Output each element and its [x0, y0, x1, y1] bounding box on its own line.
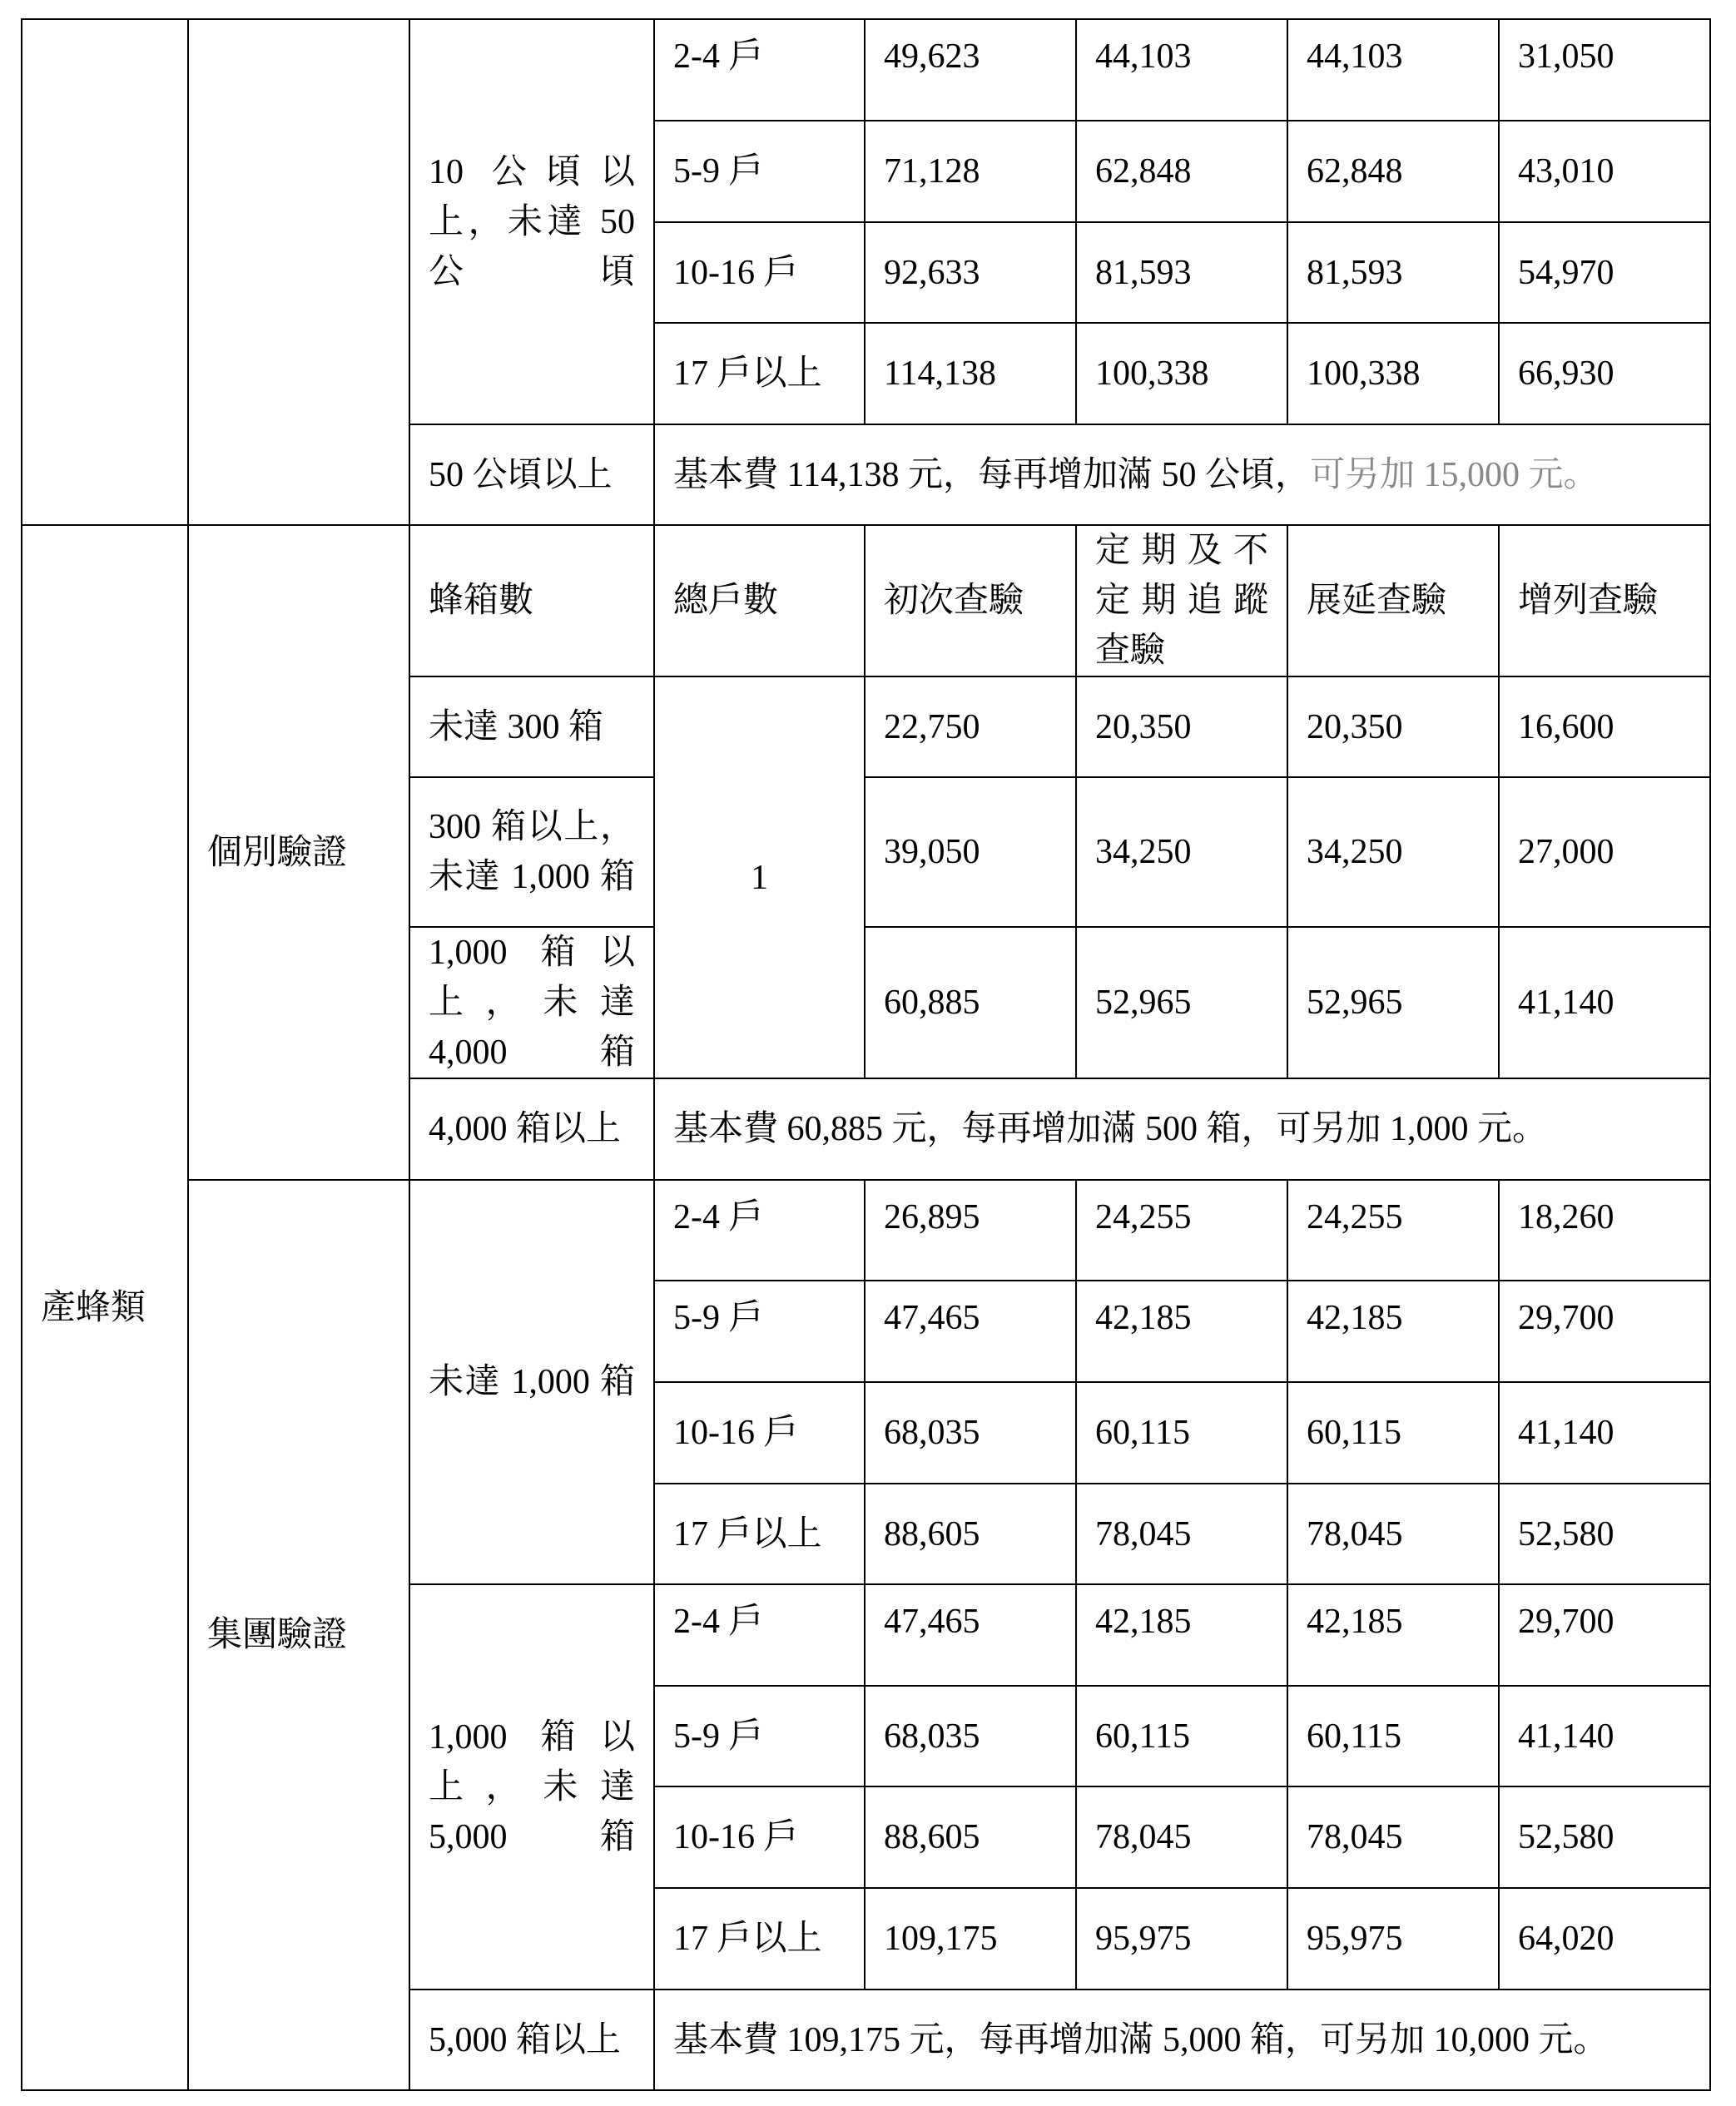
fee-table-page — [21, 18, 1711, 2091]
addition-fee-cell: 41,140 — [1499, 927, 1710, 1078]
boxes-cell: 未達 300 箱 — [409, 676, 654, 777]
header-periodic — [1076, 525, 1287, 676]
initial-fee-cell: 88,605 — [865, 1786, 1076, 1888]
initial-fee-cell: 60,885 — [865, 927, 1076, 1078]
category-label: 產蜂類 — [22, 525, 188, 2090]
over-range-label: 5,000 箱以上 — [409, 1990, 654, 2090]
addition-fee-cell: 43,010 — [1499, 121, 1710, 222]
households-cell: 5-9 戶 — [654, 1686, 865, 1786]
initial-fee-cell: 114,138 — [865, 323, 1076, 424]
periodic-fee-cell: 52,965 — [1076, 927, 1287, 1078]
extension-fee-cell: 42,185 — [1287, 1584, 1499, 1686]
periodic-fee-cell: 20,350 — [1076, 676, 1287, 777]
households-cell: 2-4 戶 — [654, 1584, 865, 1686]
over-range-fee-text — [654, 424, 1710, 525]
addition-fee-cell: 52,580 — [1499, 1786, 1710, 1888]
addition-fee-cell: 29,700 — [1499, 1281, 1710, 1382]
group-method-label: 集團驗證 — [188, 1180, 409, 2090]
extension-fee-cell: 60,115 — [1287, 1686, 1499, 1786]
header-extension: 展延查驗 — [1287, 525, 1499, 676]
initial-fee-cell: 92,633 — [865, 222, 1076, 323]
header-periodic-line3: 查驗 — [1095, 632, 1166, 670]
individual-households-cell: 1 — [654, 676, 865, 1078]
initial-fee-cell: 26,895 — [865, 1180, 1076, 1281]
addition-fee-cell: 41,140 — [1499, 1686, 1710, 1786]
extension-fee-cell: 34,250 — [1287, 777, 1499, 927]
addition-fee-cell: 64,020 — [1499, 1888, 1710, 1990]
addition-fee-cell: 27,000 — [1499, 777, 1710, 927]
initial-fee-cell: 47,465 — [865, 1281, 1076, 1382]
periodic-fee-cell: 78,045 — [1076, 1484, 1287, 1584]
box-range-label: 未達 1,000 箱 — [409, 1180, 654, 1584]
households-cell: 10-16 戶 — [654, 1382, 865, 1484]
periodic-fee-cell: 60,115 — [1076, 1382, 1287, 1484]
area-range-label: 10 公頃以上，未達 50 公頃 — [409, 19, 654, 424]
addition-fee-cell: 66,930 — [1499, 323, 1710, 424]
initial-fee-cell: 68,035 — [865, 1686, 1076, 1786]
addition-fee-cell: 16,600 — [1499, 676, 1710, 777]
addition-fee-cell: 54,970 — [1499, 222, 1710, 323]
households-cell: 2-4 戶 — [654, 1180, 865, 1281]
households-cell: 5-9 戶 — [654, 121, 865, 222]
over-range-label: 50 公頃以上 — [409, 424, 654, 525]
extension-fee-cell: 24,255 — [1287, 1180, 1499, 1281]
fee-table — [21, 18, 1711, 2091]
header-periodic-line1: 定期及不 — [1095, 532, 1268, 570]
box-range-label: 1,000 箱以上，未達 5,000 箱 — [409, 1584, 654, 1990]
periodic-fee-cell: 42,185 — [1076, 1584, 1287, 1686]
households-cell: 2-4 戶 — [654, 19, 865, 121]
households-cell: 10-16 戶 — [654, 222, 865, 323]
header-addition: 增列查驗 — [1499, 525, 1710, 676]
periodic-fee-cell: 100,338 — [1076, 323, 1287, 424]
extension-fee-cell: 78,045 — [1287, 1786, 1499, 1888]
extension-fee-cell: 44,103 — [1287, 19, 1499, 121]
periodic-fee-cell: 60,115 — [1076, 1686, 1287, 1786]
header-initial: 初次查驗 — [865, 525, 1076, 676]
extension-fee-cell: 81,593 — [1287, 222, 1499, 323]
initial-fee-cell: 39,050 — [865, 777, 1076, 927]
addition-fee-cell: 52,580 — [1499, 1484, 1710, 1584]
periodic-fee-cell: 78,045 — [1076, 1786, 1287, 1888]
boxes-cell: 1,000 箱以上，未達 4,000 箱 — [409, 927, 654, 1078]
addition-fee-cell: 41,140 — [1499, 1382, 1710, 1484]
extension-fee-cell: 78,045 — [1287, 1484, 1499, 1584]
extension-fee-cell: 52,965 — [1287, 927, 1499, 1078]
initial-fee-cell: 68,035 — [865, 1382, 1076, 1484]
periodic-fee-cell: 81,593 — [1076, 222, 1287, 323]
periodic-fee-cell: 62,848 — [1076, 121, 1287, 222]
addition-fee-cell: 29,700 — [1499, 1584, 1710, 1686]
periodic-fee-cell: 42,185 — [1076, 1281, 1287, 1382]
initial-fee-cell: 22,750 — [865, 676, 1076, 777]
header-boxes: 蜂箱數 — [409, 525, 654, 676]
addition-fee-cell: 18,260 — [1499, 1180, 1710, 1281]
extension-fee-cell: 95,975 — [1287, 1888, 1499, 1990]
households-cell: 17 戶以上 — [654, 1484, 865, 1584]
boxes-cell: 300 箱以上，未達 1,000 箱 — [409, 777, 654, 927]
initial-fee-cell: 49,623 — [865, 19, 1076, 121]
extension-fee-cell: 60,115 — [1287, 1382, 1499, 1484]
households-cell: 5-9 戶 — [654, 1281, 865, 1382]
periodic-fee-cell: 44,103 — [1076, 19, 1287, 121]
over-range-label: 4,000 箱以上 — [409, 1078, 654, 1180]
addition-fee-cell: 31,050 — [1499, 19, 1710, 121]
periodic-fee-cell: 95,975 — [1076, 1888, 1287, 1990]
header-periodic-line2: 定期追蹤 — [1095, 582, 1268, 620]
periodic-fee-cell: 34,250 — [1076, 777, 1287, 927]
periodic-fee-cell: 24,255 — [1076, 1180, 1287, 1281]
extension-fee-cell: 100,338 — [1287, 323, 1499, 424]
over-range-fee-text: 基本費 109,175 元，每再增加滿 5,000 箱，可另加 10,000 元。 — [654, 1990, 1710, 2090]
over-range-fee-main: 基本費 114,138 元，每再增加滿 50 公頃， — [673, 455, 1310, 494]
households-cell: 10-16 戶 — [654, 1786, 865, 1888]
over-range-fee-grey: 可另加 15,000 元。 — [1309, 455, 1599, 494]
category-cell-empty — [22, 19, 188, 525]
extension-fee-cell: 42,185 — [1287, 1281, 1499, 1382]
initial-fee-cell: 47,465 — [865, 1584, 1076, 1686]
over-range-fee-text: 基本費 60,885 元，每再增加滿 500 箱，可另加 1,000 元。 — [654, 1078, 1710, 1180]
initial-fee-cell: 88,605 — [865, 1484, 1076, 1584]
initial-fee-cell: 71,128 — [865, 121, 1076, 222]
method-cell-empty — [188, 19, 409, 525]
individual-method-label: 個別驗證 — [188, 525, 409, 1180]
header-households: 總戶數 — [654, 525, 865, 676]
extension-fee-cell: 62,848 — [1287, 121, 1499, 222]
initial-fee-cell: 109,175 — [865, 1888, 1076, 1990]
households-cell: 17 戶以上 — [654, 1888, 865, 1990]
households-cell: 17 戶以上 — [654, 323, 865, 424]
extension-fee-cell: 20,350 — [1287, 676, 1499, 777]
